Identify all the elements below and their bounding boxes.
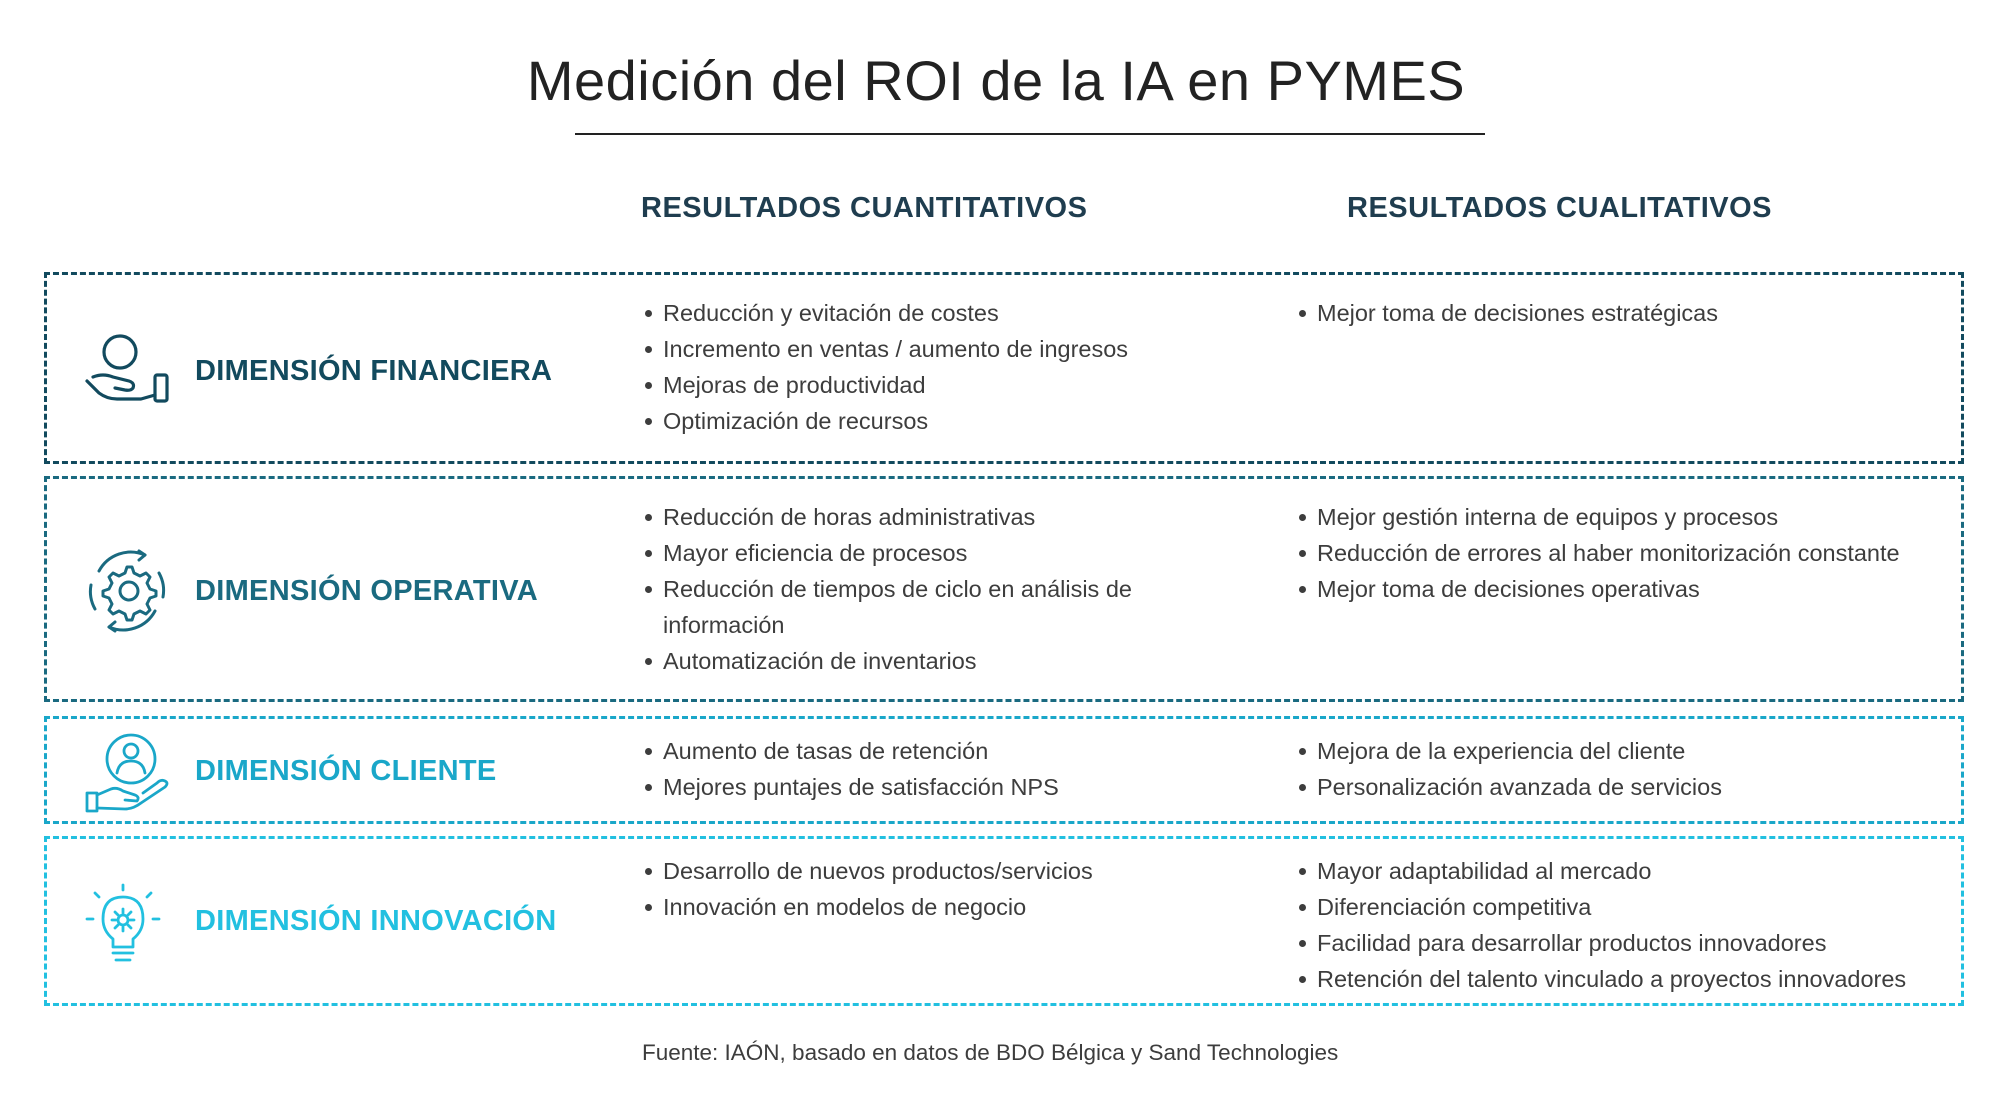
list-item: Facilidad para desarrollar productos innovadores — [1297, 925, 1957, 961]
lightbulb-gear-icon — [85, 883, 161, 969]
list-item: Mejor gestión interna de equipos y procesos — [1297, 499, 1957, 535]
list-item: Innovación en modelos de negocio — [643, 889, 1163, 925]
dimension-label: DIMENSIÓN OPERATIVA — [195, 575, 538, 607]
dimension-label: DIMENSIÓN CLIENTE — [195, 755, 497, 787]
list-item: Reducción de errores al haber monitorización constante — [1297, 535, 1957, 571]
qualitative-list — [1297, 733, 1957, 805]
list-item: Mejoras de productividad — [643, 367, 1163, 403]
list-item: Optimización de recursos — [643, 403, 1163, 439]
row-innovacion — [44, 836, 1964, 1006]
list-item: Mejor toma de decisiones operativas — [1297, 571, 1957, 607]
quantitative-list — [643, 853, 1163, 925]
qualitative-list — [1297, 499, 1957, 607]
row-cliente — [44, 716, 1964, 824]
title-underline — [575, 133, 1485, 135]
page-title: Medición del ROI de la IA en PYMES — [526, 49, 1466, 112]
list-item: Mejora de la experiencia del cliente — [1297, 733, 1957, 769]
gear-cycle-icon — [85, 549, 169, 633]
list-item: Mejor toma de decisiones estratégicas — [1297, 295, 1957, 331]
list-item: Aumento de tasas de retención — [643, 733, 1163, 769]
column-header-qualitative: RESULTADOS CUALITATIVOS — [1347, 192, 1773, 224]
list-item: Mayor adaptabilidad al mercado — [1297, 853, 1957, 889]
list-item: Diferenciación competitiva — [1297, 889, 1957, 925]
list-item: Reducción y evitación de costes — [643, 295, 1163, 331]
dimension-label: DIMENSIÓN INNOVACIÓN — [195, 905, 557, 937]
list-item: Mayor eficiencia de procesos — [643, 535, 1163, 571]
quantitative-list — [643, 733, 1163, 805]
list-item: Incremento en ventas / aumento de ingresos — [643, 331, 1163, 367]
qualitative-list — [1297, 295, 1957, 331]
hand-person-icon — [85, 731, 171, 813]
list-item: Desarrollo de nuevos productos/servicios — [643, 853, 1163, 889]
row-operativa — [44, 476, 1964, 702]
list-item: Retención del talento vinculado a proyectos innovadores — [1297, 961, 1957, 997]
column-header-quantitative: RESULTADOS CUANTITATIVOS — [641, 192, 1088, 224]
qualitative-list — [1297, 853, 1957, 997]
row-financiera — [44, 272, 1964, 464]
list-item: Reducción de tiempos de ciclo en análisis de información — [643, 571, 1163, 643]
source-note: Fuente: IAÓN, basado en datos de BDO Bélgica y Sand Technologies — [642, 1040, 1339, 1065]
list-item: Automatización de inventarios — [643, 643, 1163, 679]
dimension-label: DIMENSIÓN FINANCIERA — [195, 355, 553, 387]
quantitative-list — [643, 295, 1163, 439]
list-item: Personalización avanzada de servicios — [1297, 769, 1957, 805]
list-item: Reducción de horas administrativas — [643, 499, 1163, 535]
list-item: Mejores puntajes de satisfacción NPS — [643, 769, 1163, 805]
quantitative-list — [643, 499, 1163, 679]
hand-coin-icon — [85, 333, 171, 411]
